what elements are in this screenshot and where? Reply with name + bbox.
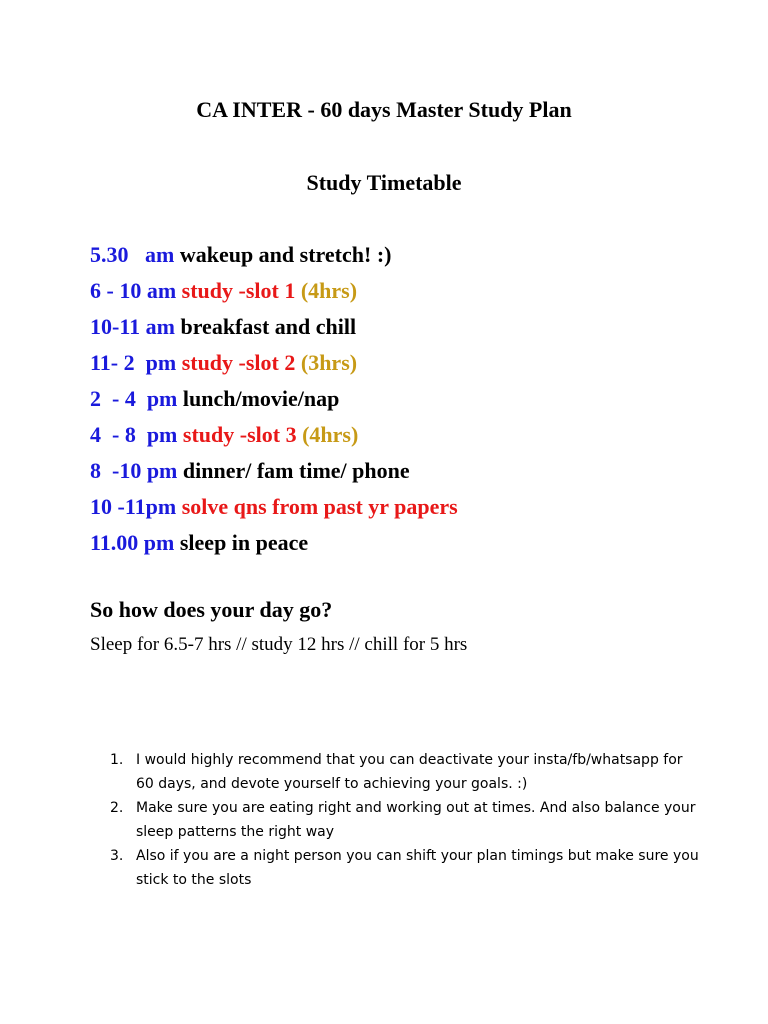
schedule-time: 11- 2 pm	[90, 350, 177, 375]
schedule-row	[90, 525, 710, 561]
schedule-activity: study -slot 3	[182, 422, 297, 447]
schedule-time: 10-11 am	[90, 314, 175, 339]
list-item-text: Make sure you are eating right and working out at times. And also balance your sleep patterns the right way	[136, 800, 696, 840]
schedule-row	[90, 237, 710, 273]
schedule-time: 5.30 am	[90, 242, 175, 267]
schedule-time: 11.00 pm	[90, 530, 175, 555]
schedule-row	[90, 381, 710, 417]
schedule-time: 10 -11pm	[90, 494, 177, 519]
schedule-row	[90, 453, 710, 489]
list-item-text: I would highly recommend that you can deactivate your insta/fb/whatsapp for 60 days, and devote yourself to achieving your goals. :)	[136, 752, 683, 792]
schedule-hours: (4hrs)	[300, 278, 358, 303]
schedule-hours: (3hrs)	[300, 350, 358, 375]
schedule-time: 4 - 8 pm	[90, 422, 178, 447]
study-timetable	[90, 237, 710, 561]
schedule-activity: study -slot 2	[181, 350, 296, 375]
schedule-row	[90, 309, 710, 345]
list-item-text: Also if you are a night person you can shift your plan timings but make sure you stick to the slots	[136, 848, 699, 888]
schedule-activity: lunch/movie/nap	[182, 386, 340, 411]
list-item	[110, 844, 700, 892]
schedule-row	[90, 273, 710, 309]
list-number: 1.	[110, 752, 124, 768]
schedule-activity: study -slot 1	[181, 278, 296, 303]
tips-list	[110, 748, 700, 892]
document-subtitle: Study Timetable	[306, 170, 462, 195]
section-heading: So how does your day go?	[90, 597, 333, 622]
schedule-activity: breakfast and chill	[180, 314, 357, 339]
schedule-row	[90, 345, 710, 381]
schedule-time: 6 - 10 am	[90, 278, 177, 303]
schedule-activity: wakeup and stretch! :)	[179, 242, 392, 267]
schedule-row	[90, 417, 710, 453]
schedule-activity: solve qns from past yr papers	[181, 494, 458, 519]
document-title: CA INTER - 60 days Master Study Plan	[196, 97, 572, 122]
list-number: 2.	[110, 800, 124, 816]
schedule-hours: (4hrs)	[302, 422, 359, 447]
schedule-row	[90, 489, 710, 525]
schedule-activity: sleep in peace	[179, 530, 309, 555]
list-item	[110, 748, 700, 796]
schedule-time: 8 -10 pm	[90, 458, 178, 483]
list-number: 3.	[110, 848, 124, 864]
list-item	[110, 796, 700, 844]
schedule-activity: dinner/ fam time/ phone	[182, 458, 410, 483]
schedule-time: 2 - 4 pm	[90, 386, 178, 411]
day-summary: Sleep for 6.5-7 hrs // study 12 hrs // chill for 5 hrs	[90, 634, 468, 655]
